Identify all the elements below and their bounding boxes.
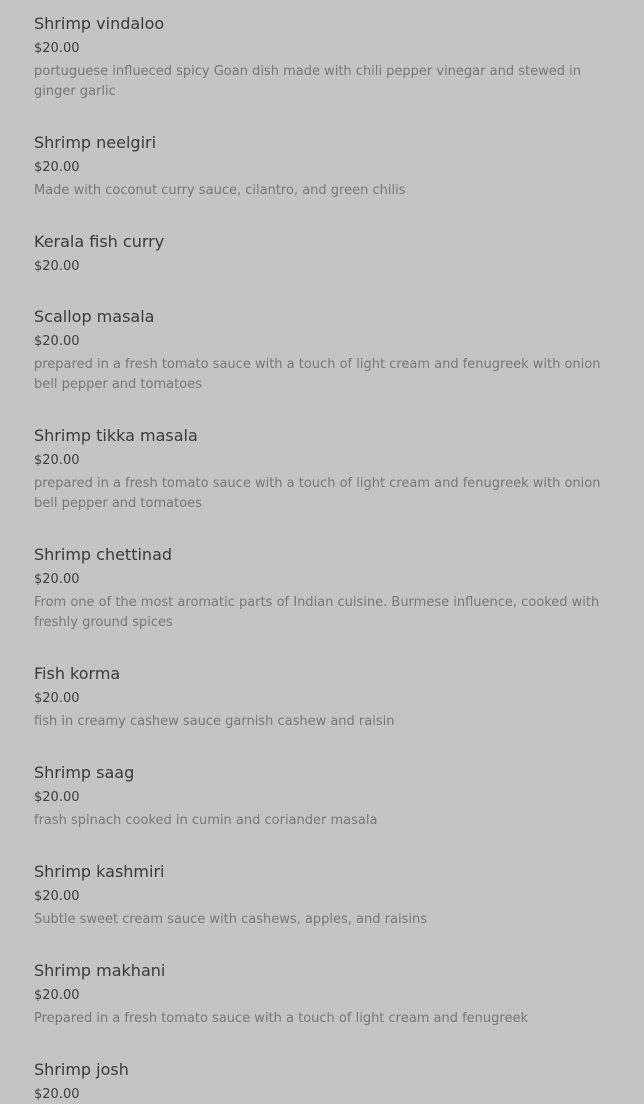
item-description: frash spinach cooked in cumin and coriander masala xyxy=(34,813,378,828)
item-description: fish in creamy cashew sauce garnish cashew and raisin xyxy=(34,714,395,729)
item-name: Shrimp vindaloo xyxy=(34,14,165,33)
item-price: $20.00 xyxy=(34,1087,80,1102)
menu-item-kerala-fish-curry xyxy=(34,232,620,276)
item-name: Shrimp josh xyxy=(34,1060,129,1079)
item-price: $20.00 xyxy=(34,790,80,805)
menu-item-shrimp-chettinad xyxy=(34,545,620,633)
item-price: $20.00 xyxy=(34,259,80,274)
menu-item-shrimp-josh xyxy=(34,1060,620,1104)
item-price: $20.00 xyxy=(34,334,80,349)
item-name: Shrimp tikka masala xyxy=(34,426,198,445)
item-price: $20.00 xyxy=(34,889,80,904)
menu-item-shrimp-vindaloo xyxy=(34,14,620,102)
item-name: Kerala fish curry xyxy=(34,232,165,251)
menu-item-shrimp-kashmiri xyxy=(34,862,620,930)
item-description: Prepared in a fresh tomato sauce with a touch of light cream and fenugreek xyxy=(34,1011,528,1026)
item-name: Shrimp neelgiri xyxy=(34,133,157,152)
item-description: Subtle sweet cream sauce with cashews, apples, and raisins xyxy=(34,912,427,927)
item-description: prepared in a fresh tomato sauce with a touch of light cream and fenugreek with onion bell pepper and tomatoes xyxy=(34,476,601,511)
item-price: $20.00 xyxy=(34,41,80,56)
item-name: Shrimp kashmiri xyxy=(34,862,165,881)
item-description: From one of the most aromatic parts of Indian cuisine. Burmese influence, cooked with freshly ground spices xyxy=(34,595,600,630)
menu-item-scallop-masala xyxy=(34,307,620,395)
menu-item-shrimp-neelgiri xyxy=(34,133,620,201)
item-name: Scallop masala xyxy=(34,307,155,326)
item-price: $20.00 xyxy=(34,988,80,1003)
item-price: $20.00 xyxy=(34,572,80,587)
item-description: Made with coconut curry sauce, cilantro, and green chilis xyxy=(34,183,406,198)
menu-item-shrimp-saag xyxy=(34,763,620,831)
item-name: Shrimp makhani xyxy=(34,961,166,980)
item-price: $20.00 xyxy=(34,160,80,175)
menu-item-shrimp-makhani xyxy=(34,961,620,1029)
menu-item-shrimp-tikka-masala xyxy=(34,426,620,514)
item-description: prepared in a fresh tomato sauce with a touch of light cream and fenugreek with onion bell pepper and tomatoes xyxy=(34,357,601,392)
item-name: Shrimp saag xyxy=(34,763,135,782)
item-price: $20.00 xyxy=(34,453,80,468)
item-name: Fish korma xyxy=(34,664,121,683)
item-price: $20.00 xyxy=(34,691,80,706)
menu-item-fish-korma xyxy=(34,664,620,732)
item-name: Shrimp chettinad xyxy=(34,545,173,564)
item-description: portuguese influeced spicy Goan dish made with chili pepper vinegar and stewed in ginger garlic xyxy=(34,64,581,99)
